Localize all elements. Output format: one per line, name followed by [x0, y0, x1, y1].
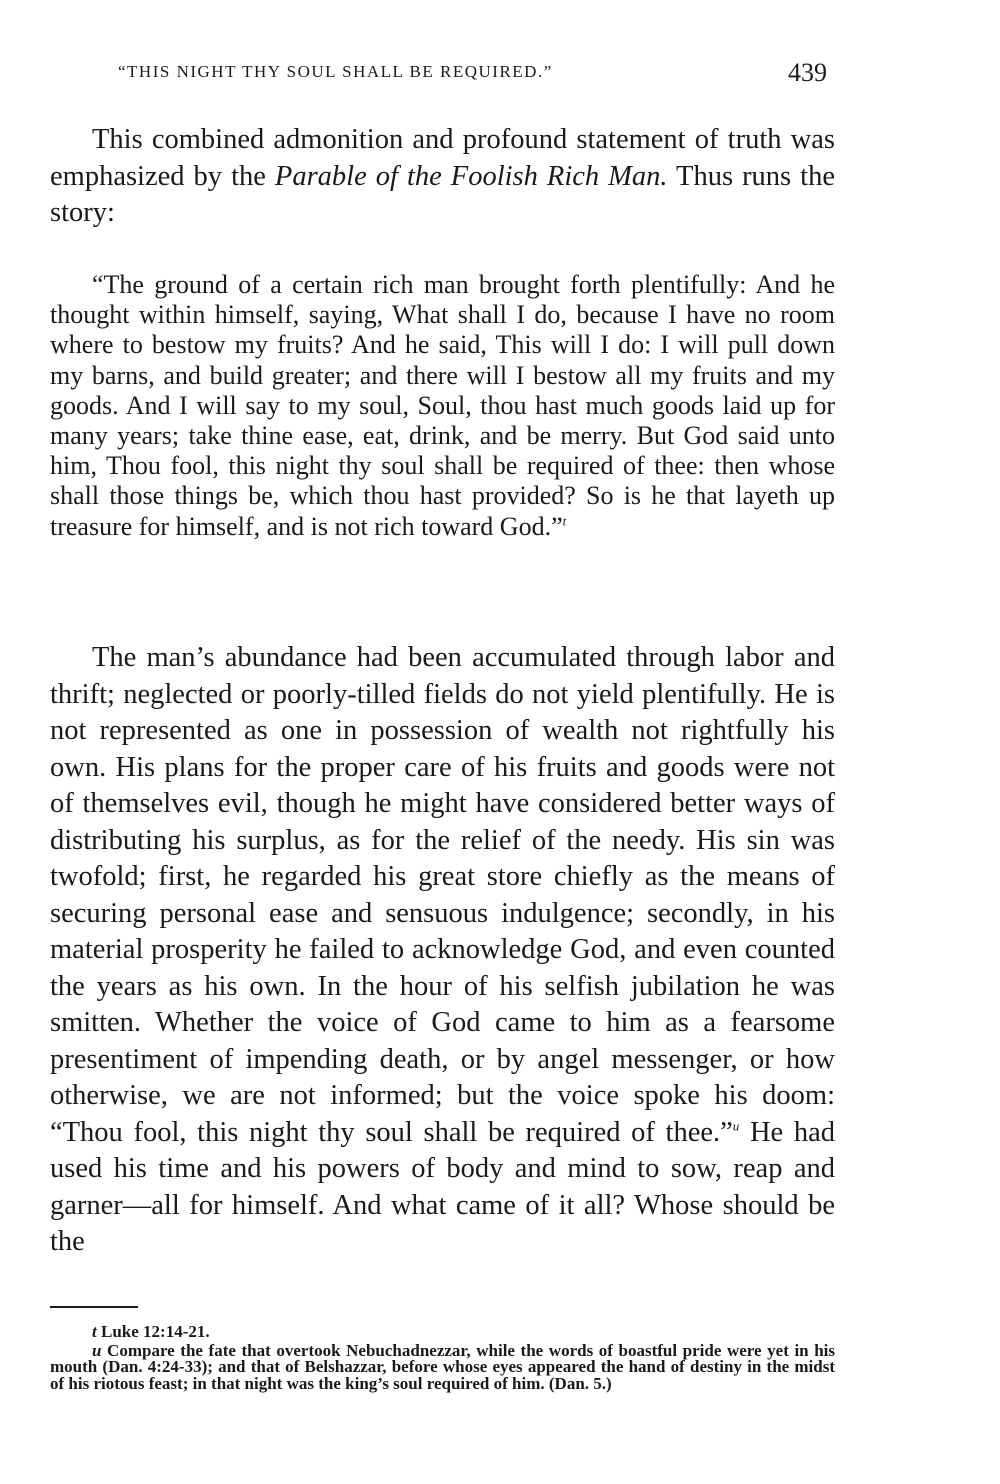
footnote-u — [50, 1340, 835, 1393]
paragraph-commentary — [50, 640, 835, 1261]
parable-title: Parable of the Foolish Rich Man. — [274, 160, 668, 192]
footnote-text: Compare the fate that overtook Nebuchadnezzar, while the words of boastful pride were yet in his mouth (Dan. 4:24-33); and that of Belshazzar, before whose eyes appeared the hand of destiny in the midst of his riotous feast; in that night was the king’s soul required of him. (Dan. 5.) — [50, 1340, 835, 1393]
footnote-mark: t — [92, 1322, 97, 1341]
footnote-divider — [50, 1306, 138, 1308]
paragraph-intro-text: This combined admonition and profound statement of truth was emphasized by the — [50, 124, 835, 192]
footnotes — [50, 1324, 835, 1394]
footnote-ref-t[interactable]: t — [562, 512, 567, 528]
commentary-text-continued: He had used his time and his powers of body and mind to sow, reap and garner—all for himself. And what came of it all? Whose should be the — [50, 1116, 835, 1257]
footnote-mark: u — [92, 1340, 102, 1360]
scripture-quotation — [50, 270, 835, 542]
footnote-t — [50, 1324, 835, 1341]
footnote-text: Luke 12:14-21. — [96, 1322, 210, 1341]
page-number: 439 — [788, 58, 827, 87]
paragraph-intro-ending: Thus runs the story: — [50, 160, 835, 228]
commentary-text: The man’s abundance had been accumulated through labor and thrift; neglected or poorly-tilled fields do not yield plentifully. He is not represented as one in possession of wealth not rightfully his own. His plans for the proper care of his fruits and goods were not of themselves evil, though he might have considered better ways of distributing his surplus, as for the relief of the needy. His sin was twofold; first, he regarded his great store chiefly as the means of securing personal ease and sensuous indulgence; secondly, in his material prosperity he failed to acknowledge God, and even counted the years as his own. In the hour of his selfish jubilation he was smitten. Whether the voice of God came to him as a fearsome presentiment of impending death, or by angel messenger, or how otherwise, we are not informed; but the voice spoke his doom: “Thou fool, this night thy soul shall be required of thee.” — [50, 642, 835, 1148]
footnote-ref-u[interactable]: u — [732, 1118, 740, 1133]
running-head: “THIS NIGHT THY SOUL SHALL BE REQUIRED.” — [118, 62, 553, 81]
paragraph-intro — [50, 122, 835, 232]
quotation-text: “The ground of a certain rich man brought forth plentifully: And he thought within himself, saying, What shall I do, because I have no room where to bestow my fruits? And he said, This will I do: I will pull down my barns, and build greater; and there will I bestow all my fruits and my goods. And I will say to my soul, Soul, thou hast much goods laid up for many years; take thine ease, eat, drink, and be merry. But God said unto him, Thou fool, this night thy soul shall be required of thee: then whose shall those things be, which thou hast provided? So is he that layeth up treasure for himself, and is not rich toward God.” — [50, 270, 835, 541]
